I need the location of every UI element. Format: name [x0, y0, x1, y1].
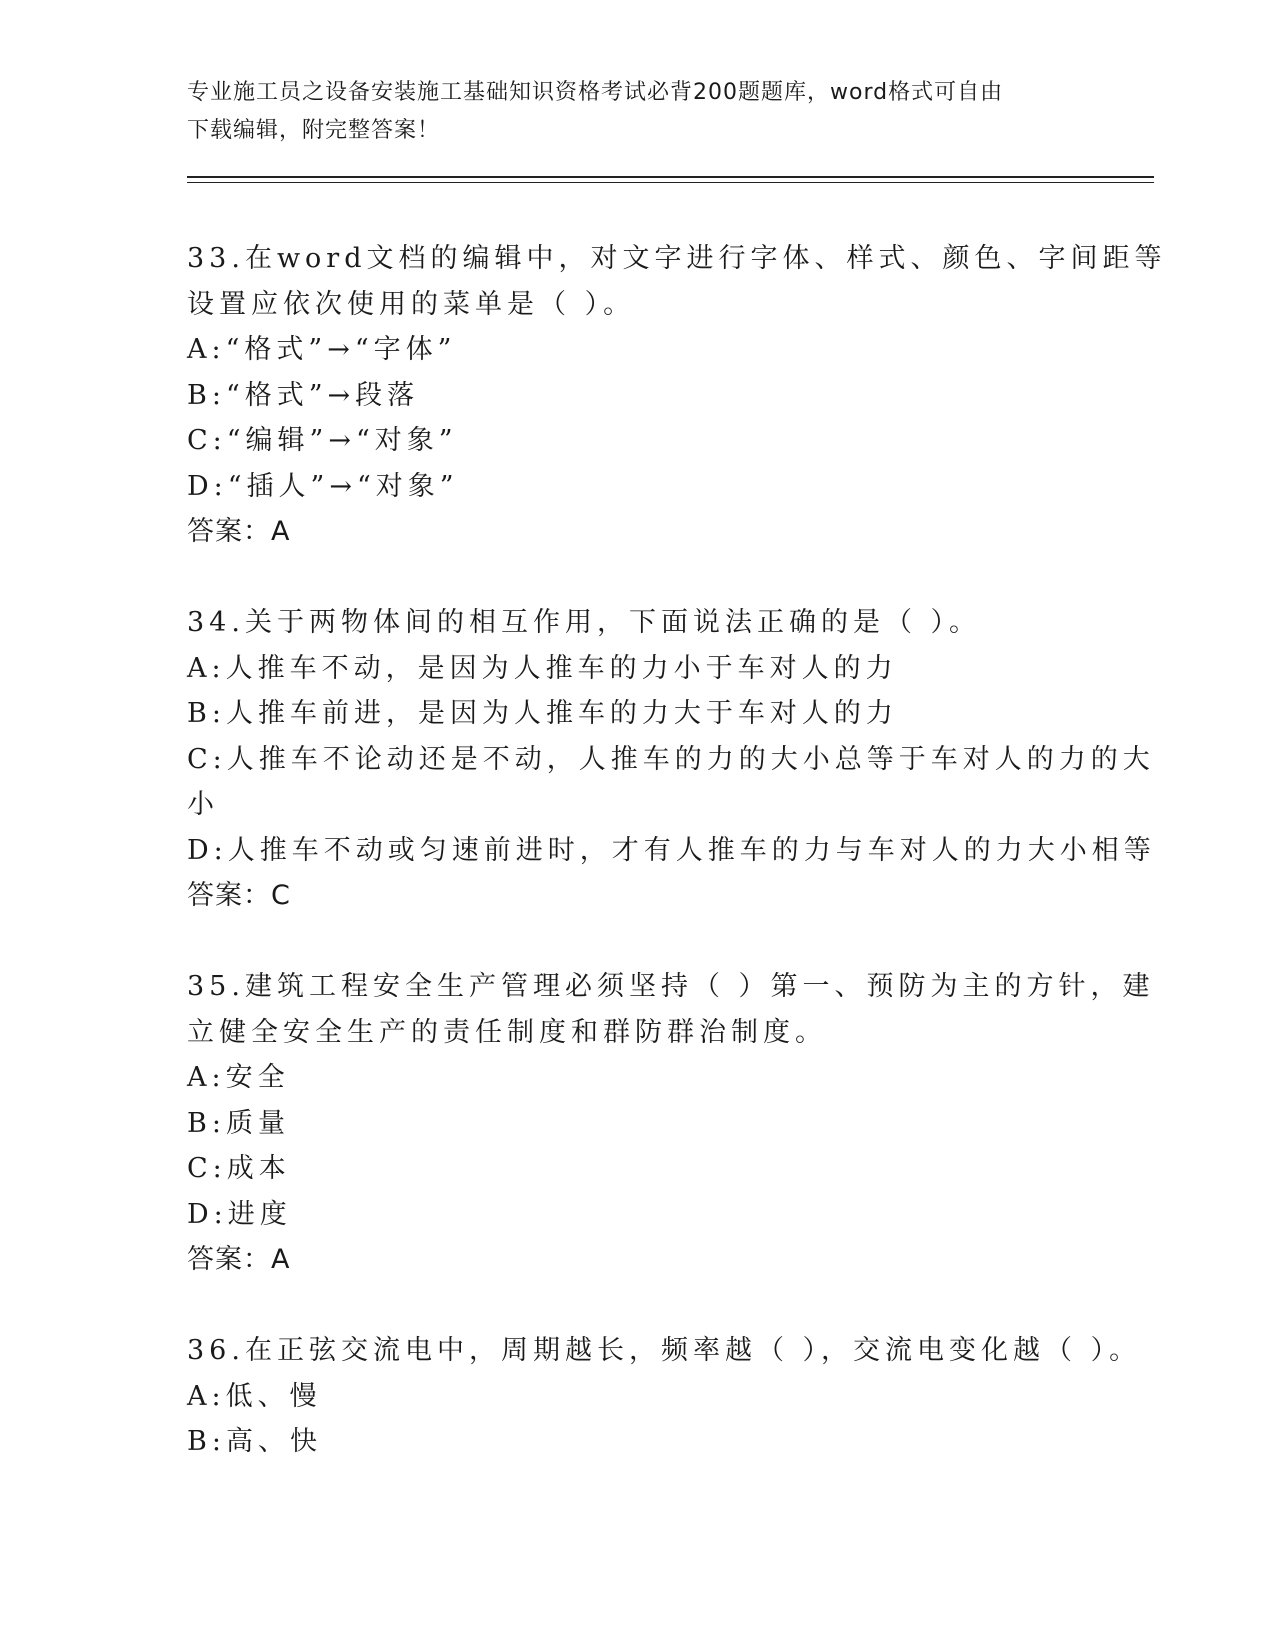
option-b: B:高、快: [187, 1426, 322, 1457]
option-b: B:质量: [187, 1107, 290, 1139]
spacer: [187, 919, 1087, 965]
answer: 答案：C: [187, 880, 291, 911]
option-c: C:人推车不论动还是不动，人推车的力的大小总等于车对人的力的大: [187, 743, 1155, 775]
question-35: [187, 964, 1155, 1283]
header-rule-thick: [187, 176, 1154, 178]
spacer: [187, 1283, 1087, 1329]
question-stem: 34.关于两物体间的相互作用，下面说法正确的是（ ）。: [187, 607, 982, 638]
question-stem: 设置应依次使用的菜单是（ ）。: [187, 288, 636, 320]
option-c-continued: 小: [187, 789, 219, 820]
question-stem: 立健全安全生产的责任制度和群防群治制度。: [187, 1016, 827, 1048]
document-header: [187, 74, 1067, 150]
header-rule-thin: [187, 182, 1154, 183]
option-a: A:低、慢: [187, 1380, 322, 1412]
option-c: C:“编辑”→“对象”: [187, 425, 458, 456]
question-36: [187, 1328, 1142, 1465]
option-a: A:“格式”→“字体”: [187, 334, 457, 365]
spacer: [187, 555, 1087, 601]
question-stem: 33.在word文档的编辑中，对文字进行字体、样式、颜色、字间距等: [187, 243, 1167, 274]
question-34: [187, 600, 1156, 919]
question-list: [187, 236, 1167, 1465]
answer: 答案：A: [187, 516, 291, 547]
option-a: A:人推车不动，是因为人推车的力小于车对人的力: [187, 652, 898, 684]
question-stem: 36.在正弦交流电中，周期越长，频率越（ ），交流电变化越（ ）。: [187, 1335, 1142, 1366]
header-line-1: 专业施工员之设备安装施工基础知识资格考试必背200题题库，word格式可自由: [187, 80, 1004, 105]
option-a: A:安全: [187, 1062, 290, 1093]
header-line-2: 下载编辑，附完整答案！: [187, 118, 441, 143]
option-d: D:进度: [187, 1198, 292, 1230]
option-d: D:人推车不动或匀速前进时，才有人推车的力与车对人的力大小相等: [187, 834, 1156, 866]
option-c: C:成本: [187, 1153, 291, 1184]
option-b: B:人推车前进，是因为人推车的力大于车对人的力: [187, 698, 898, 729]
answer: 答案：A: [187, 1244, 291, 1275]
question-33: [187, 236, 1167, 555]
option-b: B:“格式”→段落: [187, 379, 420, 411]
question-stem: 35.建筑工程安全生产管理必须坚持（ ）第一、预防为主的方针，建: [187, 971, 1155, 1002]
option-d: D:“插人”→“对象”: [187, 470, 459, 502]
